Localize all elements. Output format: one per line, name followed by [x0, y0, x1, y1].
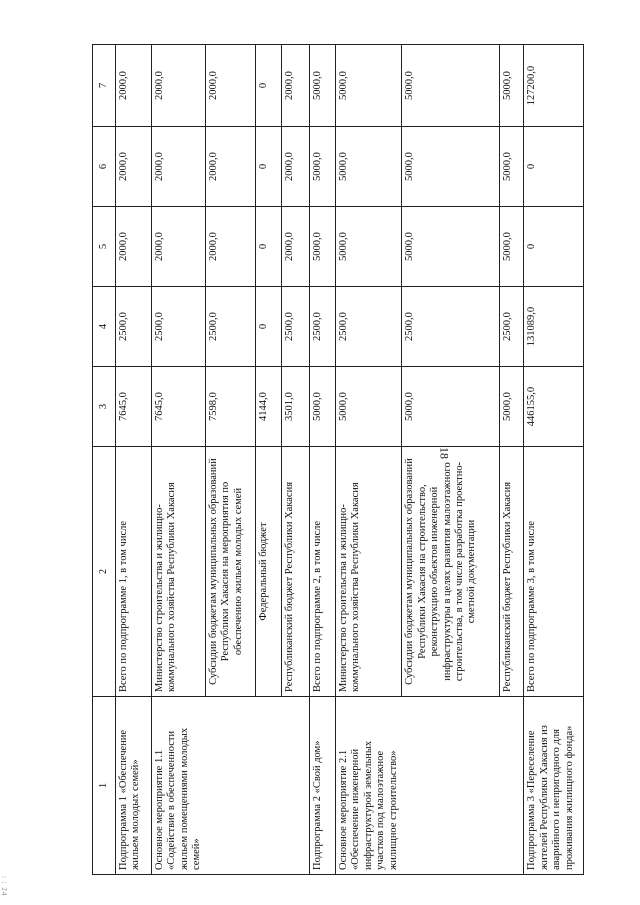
column-number: 2: [93, 447, 116, 697]
value-cell: 5000,0: [310, 127, 336, 207]
value-cell: 2500,0: [282, 287, 310, 367]
program-cell: Подпрограмма 3 «Переселение жителей Республики Хакасия из аварийного и непригодного для проживания жилищного фонда»: [524, 697, 584, 875]
value-cell: 5000,0: [310, 45, 336, 127]
table-row: [152, 45, 206, 875]
value-cell: 2000,0: [206, 45, 256, 127]
table-row: [336, 45, 402, 875]
table-row: [310, 45, 336, 875]
program-cell: [256, 697, 282, 875]
value-cell: 5000,0: [500, 127, 524, 207]
value-cell: 131089,0: [524, 287, 584, 367]
value-cell: 2000,0: [282, 127, 310, 207]
page-number: 18: [437, 447, 452, 459]
value-cell: 2000,0: [282, 45, 310, 127]
value-cell: 5000,0: [310, 207, 336, 287]
value-cell: 2000,0: [116, 127, 152, 207]
value-cell: 2000,0: [116, 207, 152, 287]
column-number: 5: [93, 207, 116, 287]
value-cell: 2000,0: [206, 207, 256, 287]
column-number: 7: [93, 45, 116, 127]
budget-table-rotated: [92, 45, 575, 875]
value-cell: 5000,0: [310, 367, 336, 447]
column-number: 3: [93, 367, 116, 447]
program-cell: [206, 697, 256, 875]
value-cell: 5000,0: [402, 45, 500, 127]
value-cell: 3501,0: [282, 367, 310, 447]
value-cell: 0: [256, 287, 282, 367]
value-cell: 5000,0: [402, 367, 500, 447]
value-cell: 7645,0: [116, 367, 152, 447]
value-cell: 2000,0: [152, 45, 206, 127]
value-cell: 2000,0: [152, 207, 206, 287]
value-cell: 0: [256, 127, 282, 207]
funding-source-cell: Республиканский бюджет Республики Хакасия: [282, 447, 310, 697]
funding-source-cell: Федеральный бюджет: [256, 447, 282, 697]
value-cell: 5000,0: [336, 207, 402, 287]
column-number: 4: [93, 287, 116, 367]
funding-source-cell: Министерство строительства и жилищно-коммунального хозяйства Республики Хакасия: [152, 447, 206, 697]
funding-source-cell: Всего по подпрограмме 1, в том числе: [116, 447, 152, 697]
value-cell: 4144,0: [256, 367, 282, 447]
value-cell: 2500,0: [116, 287, 152, 367]
table-row: [206, 45, 256, 875]
funding-source-cell: Всего по подпрограмме 3, в том числе: [524, 447, 584, 697]
program-cell: Основное мероприятие 2.1 «Обеспечение инженерной инфраструктурой земельных участков под малоэтажное жилищное строительство»: [336, 697, 402, 875]
value-cell: 2000,0: [206, 127, 256, 207]
value-cell: 0: [524, 127, 584, 207]
value-cell: 5000,0: [500, 45, 524, 127]
table-row: [282, 45, 310, 875]
program-cell: Основное мероприятие 1.1 «Содействие в обеспеченности жильем помещениями молодых семей»: [152, 697, 206, 875]
value-cell: 0: [256, 45, 282, 127]
table-row: [116, 45, 152, 875]
value-cell: 2000,0: [282, 207, 310, 287]
table-row: [256, 45, 282, 875]
program-cell: Подпрограмма 1 «Обеспечение жильем молодых семей»: [116, 697, 152, 875]
funding-source-cell: Республиканский бюджет Республики Хакасия: [500, 447, 524, 697]
value-cell: 0: [524, 207, 584, 287]
value-cell: 2500,0: [402, 287, 500, 367]
value-cell: 0: [256, 207, 282, 287]
value-cell: 2500,0: [152, 287, 206, 367]
value-cell: 2000,0: [116, 45, 152, 127]
table-row: [524, 45, 584, 875]
value-cell: 7645,0: [152, 367, 206, 447]
value-cell: 5000,0: [336, 127, 402, 207]
value-cell: 5000,0: [402, 127, 500, 207]
value-cell: 2500,0: [336, 287, 402, 367]
program-cell: [402, 697, 500, 875]
column-number: 6: [93, 127, 116, 207]
value-cell: 446155,0: [524, 367, 584, 447]
program-cell: [500, 697, 524, 875]
value-cell: 2500,0: [500, 287, 524, 367]
table-row: [500, 45, 524, 875]
value-cell: 5000,0: [336, 367, 402, 447]
funding-source-cell: Министерство строительства и жилищно-коммунального хозяйства Республики Хакасия: [336, 447, 402, 697]
value-cell: 2500,0: [206, 287, 256, 367]
value-cell: 7598,0: [206, 367, 256, 447]
value-cell: 5000,0: [500, 207, 524, 287]
budget-table: [92, 44, 584, 875]
value-cell: 2500,0: [310, 287, 336, 367]
value-cell: 5000,0: [500, 367, 524, 447]
table-row: [402, 45, 500, 875]
program-cell: Подпрограмма 2 «Свой дом»: [310, 697, 336, 875]
table-header-row: [93, 45, 116, 875]
value-cell: 5000,0: [336, 45, 402, 127]
funding-source-cell: Субсидии бюджетам муниципальных образований Республики Хакасия на строительство, реконструкцию объектов инженерной инфраструктуры в целях развития малоэтажного строительства, в том числе разработка проектно-сметной документации: [402, 447, 500, 697]
scan-mark: : : 24: [0, 876, 8, 897]
value-cell: 5000,0: [402, 207, 500, 287]
funding-source-cell: Всего по подпрограмме 2, в том числе: [310, 447, 336, 697]
program-cell: [282, 697, 310, 875]
column-number: 1: [93, 697, 116, 875]
value-cell: 127200,0: [524, 45, 584, 127]
value-cell: 2000,0: [152, 127, 206, 207]
funding-source-cell: Субсидии бюджетам муниципальных образований Республики Хакасия на мероприятия по обеспечению жильем молодых семей: [206, 447, 256, 697]
